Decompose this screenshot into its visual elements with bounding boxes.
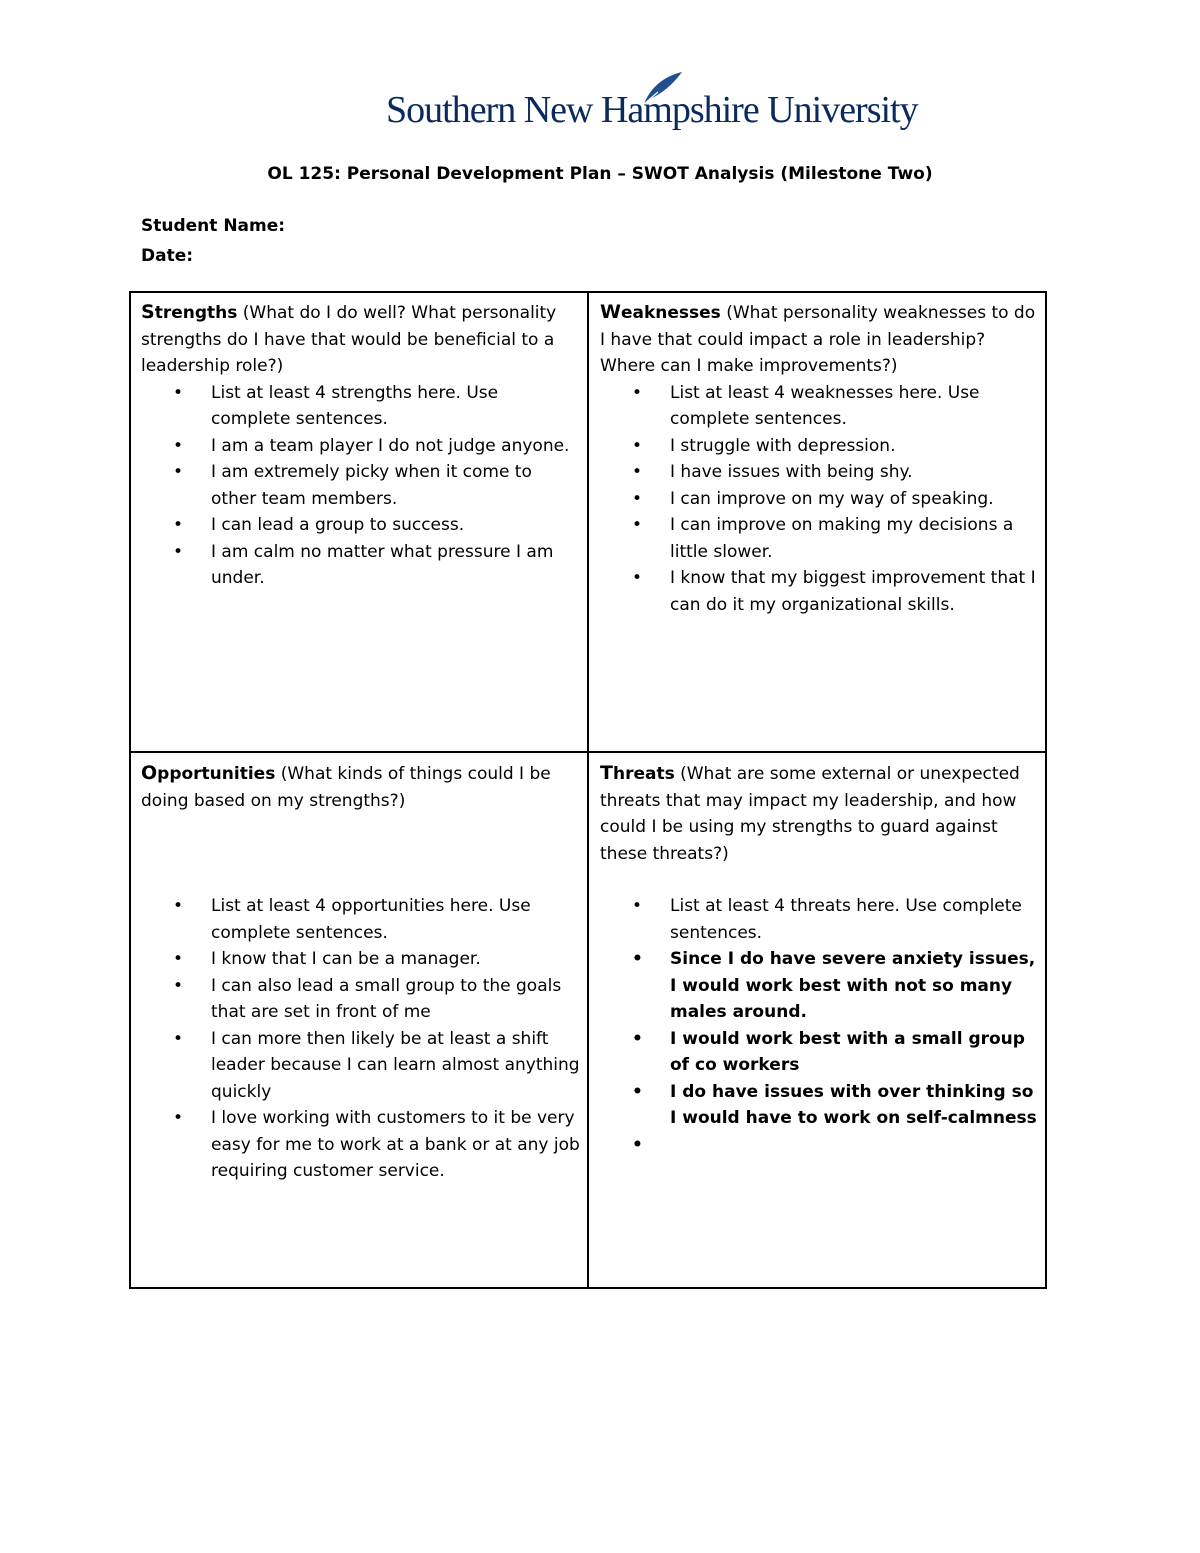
table-divider-vertical — [587, 291, 589, 1289]
strengths-cell — [141, 299, 581, 592]
weaknesses-cell — [600, 299, 1040, 618]
weaknesses-heading: Weaknesses (What personality weaknesses to do I have that could impact a role in leadership? Where can I make improvements?) — [600, 301, 1036, 376]
student-name-label: Student Name: — [141, 216, 286, 236]
list-item: • I can improve on my way of speaking. — [600, 486, 1040, 513]
list-item: • I do have issues with over thinking so I would have to work on self-calmness — [600, 1079, 1040, 1132]
list-item: • I can lead a group to success. — [141, 512, 581, 539]
list-item: • I know that my biggest improvement that I can do it my organizational skills. — [600, 565, 1040, 618]
list-item: • I can improve on making my decisions a little slower. — [600, 512, 1040, 565]
list-item: • List at least 4 strengths here. Use complete sentences. — [141, 380, 581, 433]
list-item: • I am extremely picky when it come to other team members. — [141, 459, 581, 512]
list-item: • List at least 4 opportunities here. Use complete sentences. — [141, 893, 581, 946]
list-item: • I would work best with a small group of co workers — [600, 1026, 1040, 1079]
opportunities-cell — [141, 760, 581, 1185]
university-logo — [386, 70, 918, 138]
list-item: • Since I do have severe anxiety issues, I would work best with not so many males around. — [600, 946, 1040, 1026]
list-item: • I can also lead a small group to the goals that are set in front of me — [141, 973, 581, 1026]
list-item: • I know that I can be a manager. — [141, 946, 581, 973]
threats-cell — [600, 760, 1040, 1158]
list-item: • List at least 4 weaknesses here. Use complete sentences. — [600, 380, 1040, 433]
threats-heading: Threats (What are some external or unexpected threats that may impact my leadership, and how could I be using my strengths to guard against these threats?) — [600, 762, 1020, 864]
list-item: • I love working with customers to it be very easy for me to work at a bank or at any job requiring customer service. — [141, 1105, 581, 1185]
list-item: • I am a team player I do not judge anyone. — [141, 433, 581, 460]
opportunities-heading: Opportunities (What kinds of things could I be doing based on my strengths?) — [141, 762, 551, 811]
strengths-list — [141, 380, 581, 592]
list-item: • List at least 4 threats here. Use complete sentences. — [600, 893, 1040, 946]
table-divider-horizontal — [129, 751, 1047, 753]
list-item: • I have issues with being shy. — [600, 459, 1040, 486]
date-label: Date: — [141, 246, 194, 266]
list-item: • I struggle with depression. — [600, 433, 1040, 460]
logo-text: Southern New Hampshire University — [386, 89, 918, 131]
threats-list — [600, 893, 1040, 1158]
page-title: OL 125: Personal Development Plan – SWOT Analysis (Milestone Two) — [267, 164, 933, 184]
weaknesses-list — [600, 380, 1040, 619]
list-item: • I can more then likely be at least a shift leader because I can learn almost anything quickly — [141, 1026, 581, 1106]
opportunities-list — [141, 893, 581, 1185]
list-item-empty — [600, 1132, 1040, 1159]
list-item: • I am calm no matter what pressure I am under. — [141, 539, 581, 592]
strengths-heading: Strengths (What do I do well? What personality strengths do I have that would be beneficial to a leadership role?) — [141, 301, 557, 376]
